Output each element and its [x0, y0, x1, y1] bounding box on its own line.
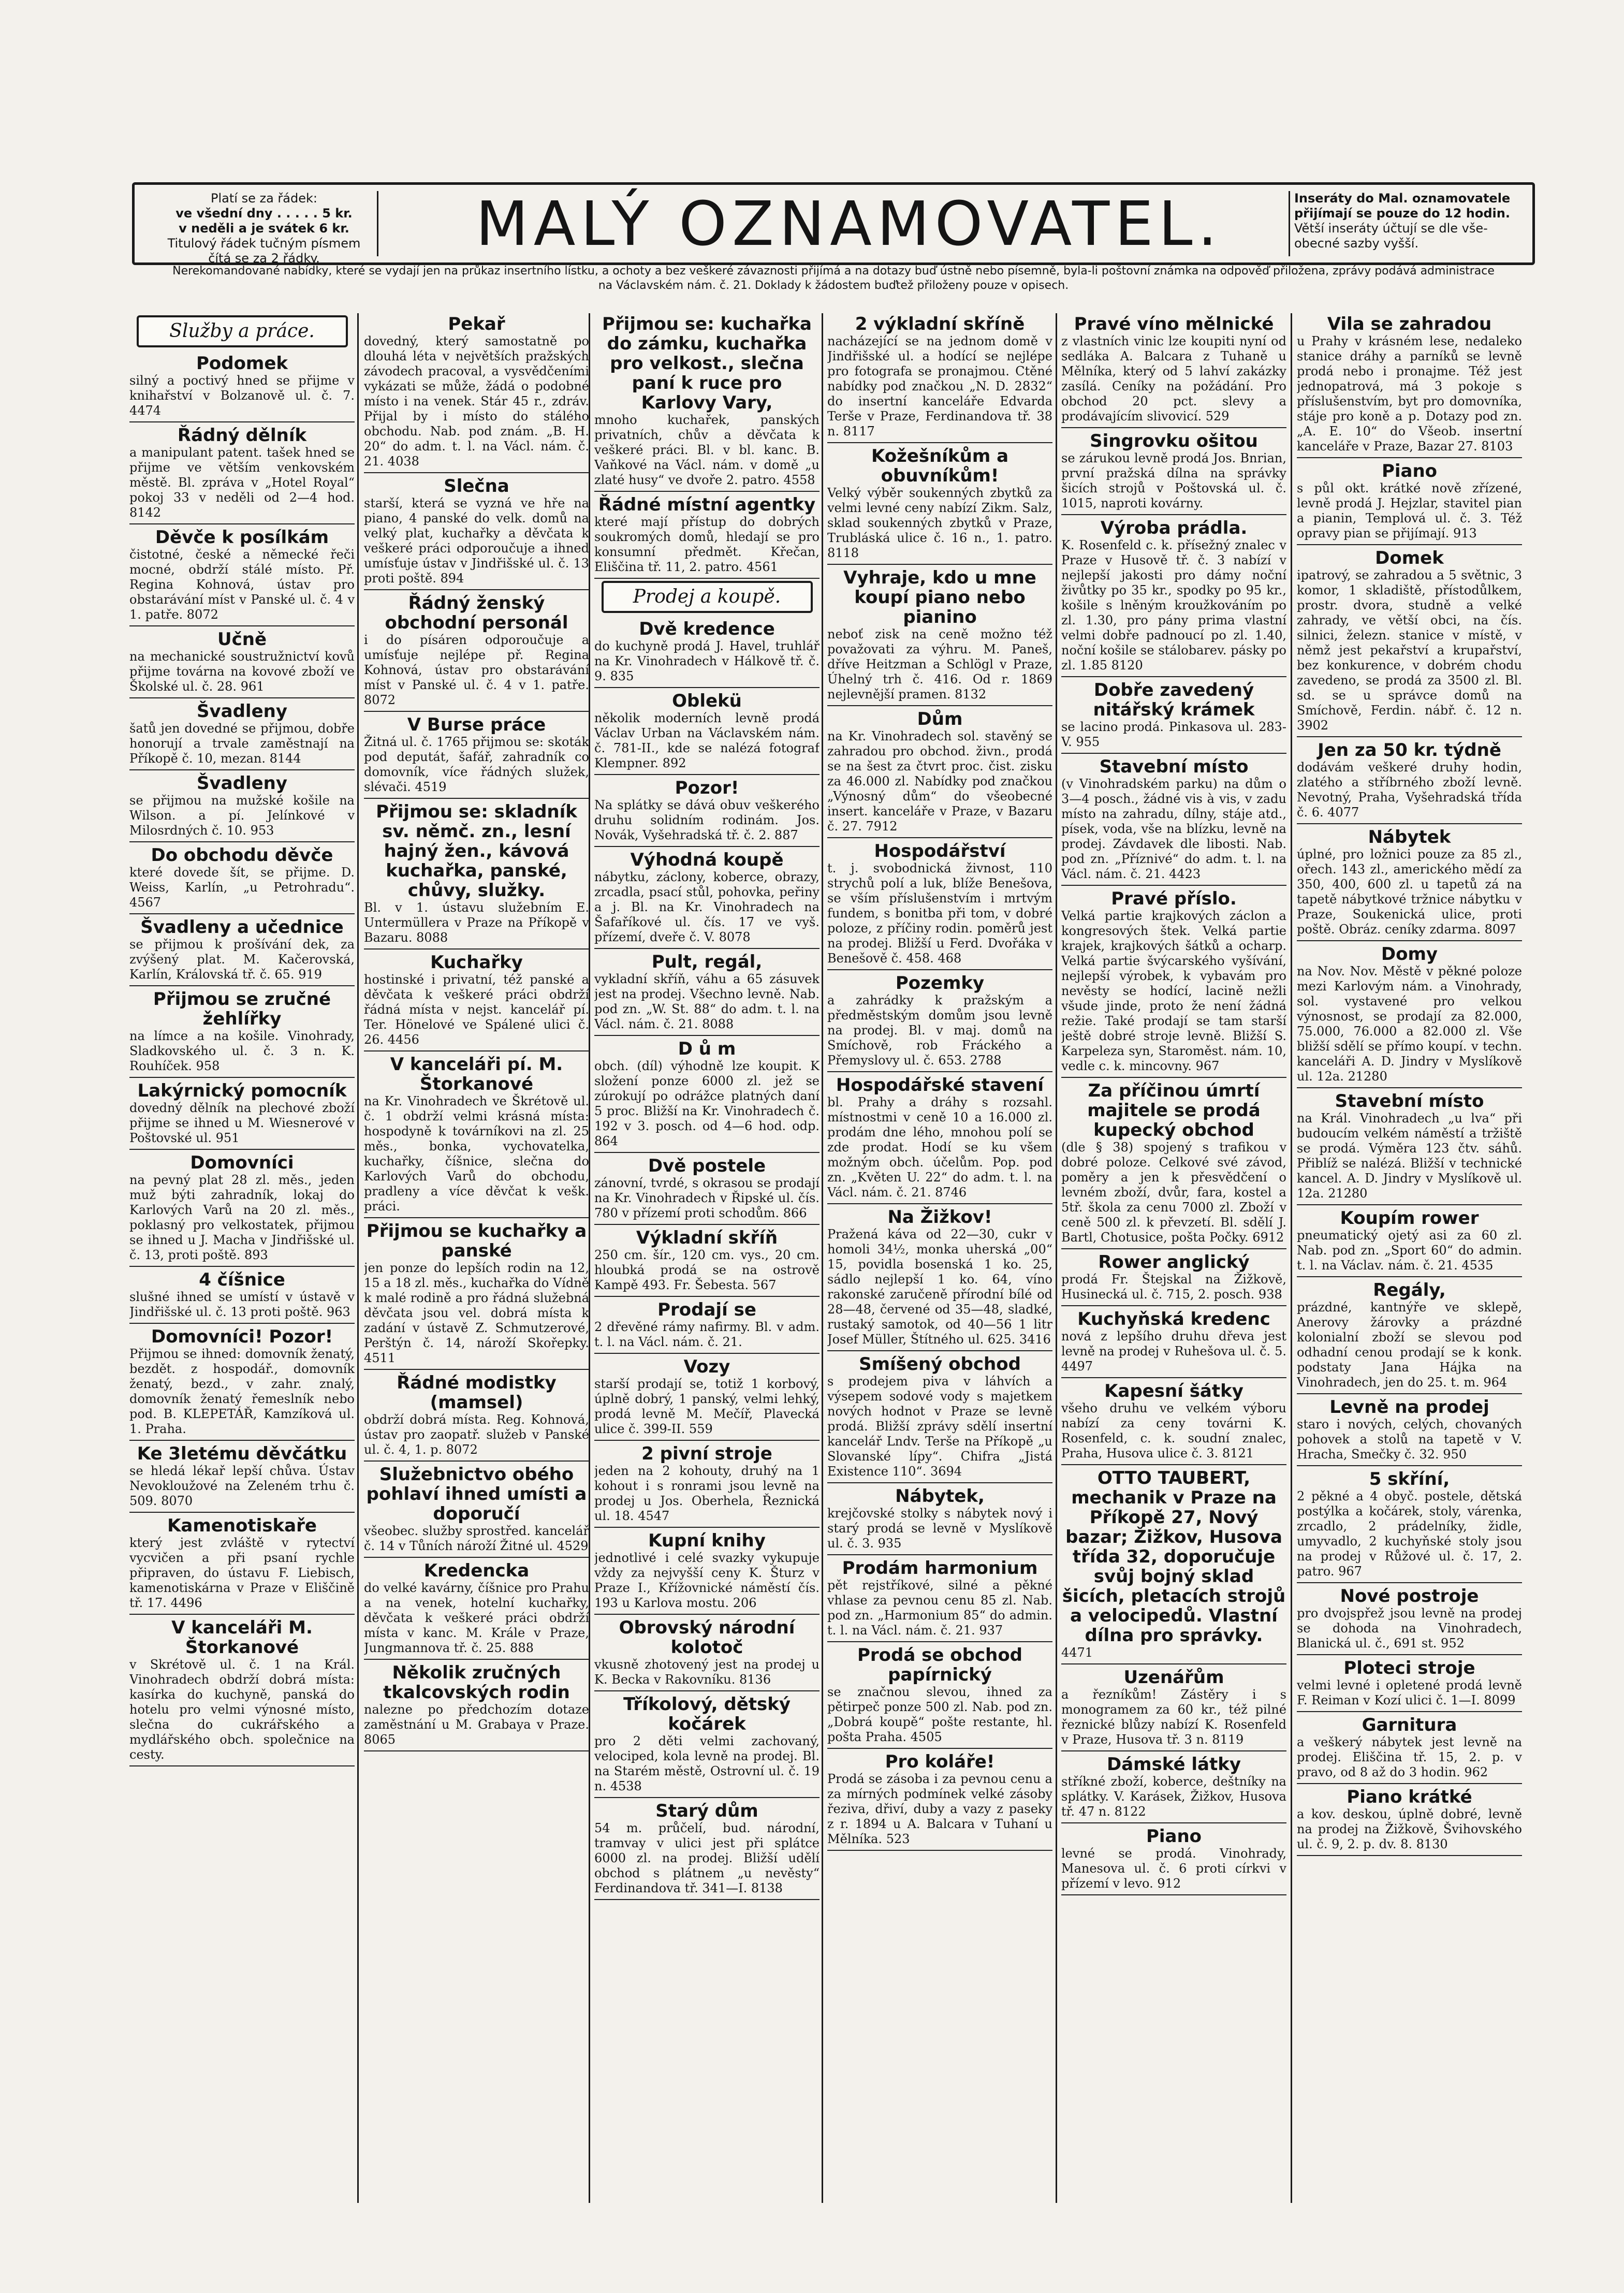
ad-heading: Kamenotiskaře [167, 1515, 317, 1536]
ad-body: prodá Fr. Štejskal na Žižkově, Husinecká ul. č. 715, 2. posch. 938 [1061, 1272, 1286, 1302]
classified-ad [129, 629, 355, 698]
classified-ad [827, 1206, 1052, 1351]
ad-column-4 [827, 313, 1052, 1853]
ad-heading: Domy [1381, 944, 1438, 965]
ad-heading: Starý dům [655, 1801, 758, 1821]
ad-heading: Kožešníkům a obuvníkům! [871, 446, 1009, 486]
classified-ad [129, 700, 355, 770]
ad-body: Přijmou se ihned: domovník ženatý, bezdět. z hospodář., domovník ženatý, bezd., v zahr. znalý, domovník ženatý řemeslník nebo pod. B. KLEPETÁŘ, Kamzíková ul. 1. Praha. [129, 1347, 355, 1436]
ad-body: a řezníkům! Zástěry i s monogramem za 60 kr., též pilné řeznické blůzy nabízí K. Rosenfeld v Praze, Husova tř. 3 n. 8119 [1061, 1687, 1286, 1747]
column-rule [1056, 313, 1057, 2203]
ad-body: na Král. Vinohradech „u lva“ při budoucím velkém náměstí a tržiště se prodá. Výměra 123 čtv. sáhů. Přiblíž se nalézá. Bližší v technické kancel. A. D. Jindry v Myslíkově ul. 12a. 21280 [1297, 1111, 1522, 1201]
ad-body: Prodá se zásoba i za pevnou cenu a za mírných podmínek velké zásoby řeziva, dřiví, duby a vazy z paseky z r. 1894 u A. Balcara v Tuhaní u Mělníka. 523 [827, 1772, 1052, 1846]
classified-ad [594, 849, 820, 949]
ad-body: 54 m. průčelí, bud. národní, tramvay v ulici jest při splátce 6000 zl. na prodej. Bližší udělí obchod s plátnem „u nevěsty“ Ferdinandova tř. 341—I. 8138 [594, 1821, 820, 1895]
classified-ad [364, 1054, 589, 1218]
ad-heading: Švadleny a učednice [140, 917, 344, 938]
ad-body: prázdné, kantnýře ve sklepě, Anerovy žárovky a prázdné kolonialní zboží se slevou pod odhadní cenou prodají se k konk. podstaty Jana Hájka na Vinohradech, jen do 25. t. m. 964 [1297, 1300, 1522, 1390]
classified-ad [129, 988, 355, 1078]
classified-ad [594, 1617, 820, 1691]
ad-heading: Tříkolový, dětský kočárek [623, 1694, 791, 1734]
ad-body: slušné ihned se umístí v ústavě v Jindřišské ul. č. 13 proti poště. 963 [129, 1290, 355, 1319]
ad-heading: Kredencka [423, 1560, 530, 1581]
rates-line: čítá se za 2 řádky. [208, 251, 320, 266]
ad-heading: Regály, [1373, 1280, 1446, 1301]
ad-body: šatů jen dovedné se přijmou, dobře honorují a trvale zaměstnají na Příkopě č. 10, mezan. 8144 [129, 721, 355, 766]
classified-ad [1297, 943, 1522, 1088]
ad-body: obdrží dobrá místa. Reg. Kohnová, ústav pro zaopatř. služeb v Panské ul. č. 4, 1. p. 8072 [364, 1412, 589, 1457]
rates-box [155, 191, 378, 266]
ad-body: 2 dřevěné rámy nafirmy. Bl. v adm. t. l. na Václ. nám. č. 21. [594, 1320, 820, 1349]
classified-ad [1297, 1207, 1522, 1277]
ad-body: a zahrádky k pražským a předměstským domům jsou levně na prodej. Bl. v maj. domů na Smíchově, rob Fráckého a Přemyslovy ul. č. 653. 2788 [827, 993, 1052, 1068]
ad-body: na Nov. Nov. Městě v pěkné poloze mezi Karlovým nám. a Vinohrady, sol. vystavené pro velkou výnosnost, se prodají za 82.000, 75.000, 76.000 a 82.000 zl. Vše bližší sdělí se přímo koupí. v techn. kanceláři A. D. Jindry v Myslíkově ul. 12a. 21280 [1297, 964, 1522, 1084]
classified-ad [594, 1693, 820, 1798]
ad-body: Bl. v 1. ústavu služebním E. Untermüllera v Praze na Příkopě v Bazaru. 8088 [364, 900, 589, 945]
ad-heading: Obrovský národní kolotoč [619, 1617, 795, 1658]
classified-ad [594, 1227, 820, 1297]
classified-ad [594, 690, 820, 775]
ad-body: staro i nových, celých, chovaných pohovek a stolů na tapetě v V. Hracha, Smečky č. 32. 950 [1297, 1417, 1522, 1462]
ad-body: obch. (díl) výhodně lze koupit. K složení ponze 6000 zl. jež se zúrokují po odrážce platných daní 5 proc. Bližší na Kr. Vinohradech č. 192 v 3. posch. od 4—6 hod. odp. 864 [594, 1059, 820, 1148]
classified-ad [827, 708, 1052, 838]
ad-heading: Stavební místo [1099, 756, 1249, 777]
ad-body: které mají přístup do dobrých soukromých domů, hledají se pro konsumní předmět. Křečan, Eliščina tř. 11, 2. patro. 4561 [594, 515, 820, 574]
classified-ad [1061, 1754, 1286, 1823]
ad-heading: D ů m [678, 1039, 736, 1059]
ad-heading: Prodá se obchod papírnický [857, 1645, 1023, 1685]
ad-heading: Piano krátké [1347, 1787, 1472, 1807]
ad-heading: Ke 3letému děvčátku [137, 1443, 347, 1464]
ad-body: (dle § 38) spojený s trafikou v dobré poloze. Celkové své závod, poměry a jen k přesvědčení o levném zboží, dvůr, fara, kostel a 5tř. škola za cenu 7000 zl. Zboží v ceně 500 zl. k převzetí. Bl. sdělí J. Bartl, Chotusice, pošta Počky. 6912 [1061, 1140, 1286, 1245]
ad-heading: Piano [1381, 461, 1438, 481]
classified-ad [594, 1356, 820, 1441]
ad-body: jeden na 2 kohouty, druhý na 1 kohout i s ronrami jsou levně na prodej u Jos. Oberhela, Řeznická ul. 18. 4547 [594, 1464, 820, 1523]
section-label-sale: Prodej a koupě. [602, 581, 813, 613]
ad-body: Velká partie krajkových záclon a kongresových štek. Velká partie krajek, krajkových šátků a ocharp. Velká partie švýcarského vyšívání, nejlepší výrobek, k vybavám pro nevěsty se hodící, lacině nežli všude jinde, proto že není žádná režie. Také prodají se tam starší ještě dobré stroje levně. Bližší S. Karpeleza syn, Staroměst. nám. 10, vedle c. k. mincovny. 967 [1061, 909, 1286, 1073]
ad-heading: Pult, regál, [651, 952, 763, 972]
ad-body: starší, která se vyzná ve hře na piano, 4 panské do velk. domů na velký plat, kuchařky a děvčata k veškeré práci odporoučuje a ihned umísťuje ústav v Jindřišské ul. č. 13 proti poště. 894 [364, 496, 589, 586]
ad-heading: Nové postroje [1340, 1586, 1479, 1606]
ad-heading: Piano [1146, 1826, 1202, 1847]
classified-ad [129, 1080, 355, 1150]
ad-heading: Na Žižkov! [887, 1207, 992, 1228]
ad-body: dovedný dělník na plechové zboží přijme se ihned u M. Wiesnerové v Poštovské ul. 951 [129, 1101, 355, 1145]
ad-body: z vlastních vinic lze koupiti nyní od sedláka A. Balcara z Tuhaně u Mělníka, který od 5 lahví zakázky zasílá. Ceníky na požádání. Pro obchod 20 pct. slevy a prodávajícím slivovicí. 529 [1061, 334, 1286, 423]
ad-body: všeobec. služby sprostřed. kancelář č. 14 v Tůních nároží Žitné ul. 4529 [364, 1524, 589, 1553]
ad-body: na Kr. Vinohradech ve Škrétově ul. č. 1 obdrží velmi krásná místa: hospodyně k továrníkovi na zl. 25 měs., bonka, vychovatelka, kuchařky, číšnice, slečna do Karlových Varů do obchodu, pradleny a více děvčat k vešk. práci. [364, 1094, 589, 1214]
ad-heading: Přijmou se: skladník sv. němč. zn., lesní hajný žen., kávová kuchařka, panské, chůvy, služky. [376, 801, 577, 901]
ad-body: se značnou slevou, ihned za pětirpeč ponze 500 zl. Nab. pod zn. „Dobrá koupě“ pošte restante, hl. pošta Praha. 4505 [827, 1685, 1052, 1744]
ad-body: Na splátky se dává obuv veškerého druhu solidním rodinám. Jos. Novák, Vyšehradská tř. č. 2. 887 [594, 798, 820, 842]
classified-ad [129, 1443, 355, 1513]
ad-heading: V kanceláři pí. M. Štorkanové [390, 1054, 563, 1094]
classified-ad [1297, 1786, 1522, 1856]
classified-ad [827, 1485, 1052, 1555]
ad-heading: Přijmou se: kuchařka do zámku, kuchařka pro velkost., slečna paní k ruce pro Karlovy Vary, [602, 314, 812, 413]
ad-heading: Přijmou se kuchařky a panské [366, 1221, 587, 1261]
ad-heading: Výroba prádla. [1100, 518, 1248, 538]
ad-heading: 2 pivní stroje [641, 1443, 772, 1464]
classified-ad [1061, 430, 1286, 515]
ad-heading: Smíšený obchod [859, 1354, 1021, 1375]
classified-ad [364, 313, 589, 473]
ad-heading: Prodají se [657, 1299, 756, 1320]
ad-body: dovedný, který samostatně po dlouhá léta v největších pražských závodech pracoval, a vysvědčeními vykázati se může, žádá o podobné místo i na venek. Stár 45 r., zdráv. Přijal by i místo do stálého obchodu. Nab. pod znám. „B. H. 20“ do adm. t. l. na Václ. nám. č. 21. 4038 [364, 334, 589, 469]
ad-body: levné se prodá. Vinohrady, Manesova ul. č. 6 proti církvi v přízemí v levo. 912 [1061, 1846, 1286, 1891]
ad-body: a veškerý nábytek jest levně na prodej. Eliščina tř. 15, 2. p. v pravo, od 8 až do 3 hodin. 962 [1297, 1735, 1522, 1779]
ad-body: Velký výběr soukenných zbytků za velmi levné ceny nabízí Zikm. Salz, sklad soukenných zbytků v Praze, Trubláská ulice č. 16 n., 1. patro. 8118 [827, 486, 1052, 560]
classified-ad [129, 1515, 355, 1615]
classified-ad [594, 951, 820, 1036]
ad-body: krejčovské stolky s nábytek nový i starý prodá se levně v Myslíkově ul. č. 3. 935 [827, 1506, 1052, 1551]
classified-ad [364, 592, 589, 712]
deadline-line: obecné sazby vyšší. [1294, 236, 1419, 251]
ad-heading: Vozy [683, 1356, 730, 1377]
ad-body: s prodejem piva v láhvích a výsepem sodové vody s majetkem nových hodnot v Praze se levně prodá. Bližší zprávy sdělí insertní kancelář Lndv. Terše na Příkopě „u Slovanské lípy“. Chifra „Jistá Existence 110“. 3694 [827, 1374, 1052, 1479]
ad-body: na mechanické soustružnictví kovů přijme továrna na kovové zboží ve Školské ul. č. 28. 961 [129, 649, 355, 694]
ad-body: vykladní skříň, váhu a 65 zásuvek jest na prodej. Všechno levně. Nab. pod zn. „W. St. 88“ do adm. t. l. na Václ. nám. č. 21. 8088 [594, 972, 820, 1031]
ad-body: a manipulant patent. tašek hned se přijme ve větším venkovském městě. Bl. zpráva v „Hotel Royal“ pokoj 33 v neděli od 2—4 hod. 8142 [129, 445, 355, 520]
classified-ad [1297, 1279, 1522, 1394]
classified-ad [827, 1353, 1052, 1483]
classified-ad [594, 777, 820, 847]
ad-body: nacházející se na jednom domě v Jindřišské ul. a hodící se nejlépe pro fotografa se pronajmou. Ctěné nabídky pod značkou „N. D. 2832“ do insertní kanceláře Edvarda Terše v Praze, Ferdinandova tř. 38 n. 8117 [827, 334, 1052, 439]
ad-heading: Domek [1375, 548, 1444, 568]
ad-heading: Slečna [444, 476, 509, 496]
ad-body: úplné, pro ložnici pouze za 85 zl., ořech. 143 zl., amerického mědí za 350, 400, 600 zl. u tapetů zá na tapetě nábytkové tržnice nábytku v Praze, Soukenická ulice, proti poště. Obráz. ceníky zdarma. 8097 [1297, 847, 1522, 937]
ad-body: bl. Prahy a dráhy s rozsahl. místnostmi v ceně 10 a 16.000 zl. prodám dne lého, mnohou polí se zde prodat. Hodí se ku všem možným obch. účelům. Pop. pod zn. „Květen U. 22“ do adm. t. l. na Václ. nám. č. 21. 8746 [827, 1095, 1052, 1200]
ad-body: neboť zisk na ceně možno též považovati za výhru. M. Paneš, dříve Heitzman a Schlögl v Praze, Úhelný trh č. 416. Od r. 1869 nejlevnější pramen. 8132 [827, 627, 1052, 702]
ad-body: ipatrový, se zahradou a 5 světnic, 3 komor, 1 skladiště, přístodůlkem, prostr. dvora, studně a velké zahrady, ve větší obci, na čís. silnici, železn. stanice v místě, v němž jest pekařství a krupařství, bez konkurence, v dobrém chodu zavedeno, se prodá za 3500 zl. Bl. sd. se u správce domů na Smíchově, Ferdin. nábř. č. 12 n. 3902 [1297, 568, 1522, 733]
ad-heading: 4 číšnice [199, 1269, 285, 1290]
ad-heading: Švadleny [196, 773, 287, 794]
classified-ad [364, 801, 589, 950]
classified-ad [364, 1464, 589, 1558]
classified-ad [129, 1326, 355, 1441]
ad-heading: Domovníci [190, 1152, 294, 1173]
ad-body: u Prahy v krásném lese, nedaleko stanice dráhy a parníků se levně prodá nebo i pronajme. Též jest jednopatrová, má 3 pokoje s příslušenstvím, byt pro domovníka, stáje pro koně a p. Dotazy pod zn. „A. E. 10“ do Všeob. insertní kanceláře v Praze, Bazar 27. 8103 [1297, 334, 1522, 454]
ad-heading: 2 výkladní skříně [855, 314, 1025, 334]
deadline-line: Větší inseráty účtují se dle vše- [1294, 221, 1488, 236]
classified-ad [594, 1038, 820, 1153]
classified-ad [827, 313, 1052, 443]
ad-body: nová z lepšího druhu dřeva jest levně na prodej v Ruhešova ul. č. 5. 4497 [1061, 1329, 1286, 1374]
ad-body: čistotné, české a německé řeči mocné, obdrží stálé místo. Př. Regina Kohnová, ústav pro obstarávání míst v Panské ul. č. 4 v 1. patře. 8072 [129, 547, 355, 622]
ad-heading: Učně [217, 629, 267, 650]
ad-heading: Vila se zahradou [1327, 314, 1492, 334]
ad-body: silný a poctivý hned se přijme v knihařství v Bolzanově ul. č. 7. 4474 [129, 373, 355, 418]
ad-body: pět rejstříkové, silné a pěkné vhlase za pevnou cenu 85 zl. Nab. pod zn. „Harmonium 85“ do admin. t. l. na Václ. nám. č. 21. 937 [827, 1578, 1052, 1638]
ad-heading: Nábytek, [895, 1486, 985, 1507]
ad-heading: Řádné modistky (mamsel) [397, 1372, 557, 1413]
classified-ad [594, 1800, 820, 1900]
ad-body: se hledá lékař lepší chůva. Ústav Nevokloužové na Zeleném trhu č. 509. 8070 [129, 1464, 355, 1508]
classified-ad [827, 1074, 1052, 1204]
ad-heading: Kuchyňská kredenc [1077, 1309, 1270, 1330]
classified-ad [1297, 547, 1522, 737]
classified-ad [364, 952, 589, 1051]
ad-body: 4471 [1061, 1645, 1093, 1660]
ad-heading: Výkladní skříň [636, 1228, 778, 1248]
ad-heading: Domovníci! Pozor! [151, 1326, 333, 1347]
ad-body: jednotlivé i celé svazky vykupuje vždy za nejvyšší ceny K. Šturz v Praze I., Křížovnické náměstí čís. 193 u Karlova mostu. 206 [594, 1551, 820, 1610]
ad-heading: Pozor! [675, 778, 739, 798]
ad-body: pro dvojspřež jsou levně na prodej se dohoda na Vinohradech, Blanická ul. č., 691 st. 952 [1297, 1606, 1522, 1651]
ad-heading: Lakýrnický pomocník [137, 1080, 347, 1101]
classified-ad [1061, 1667, 1286, 1751]
classified-ad [827, 1557, 1052, 1642]
ad-body: do velké kavárny, číšnice pro Prahu a na venek, hotelní kuchařky, děvčata k veškeré práci obdrží místa v kanc. M. Krále v Praze, Jungmannova tř. č. 25. 888 [364, 1581, 589, 1655]
ad-body: i do písáren odporoučuje a umísťuje nejlépe př. Regina Kohnová, ústav pro obstarávání míst v Panské ul. č. 4 v 1. patře. 8072 [364, 633, 589, 707]
ad-heading: OTTO TAUBERT, mechanik v Praze na Příkopě 27, Nový bazar; Žižkov, Husova třída 32, doporučuje svůj bojný sklad šicích, pletacích strojů a velocipedů. Vlastní dílna pro správky. [1062, 1468, 1286, 1646]
ad-heading: Do obchodu děvče [151, 845, 333, 866]
classified-ad [129, 425, 355, 524]
classified-ad [129, 1152, 355, 1267]
ad-heading: Nábytek [1368, 827, 1451, 848]
ad-body: K. Rosenfeld c. k. přísežný znalec v Praze v Husově tř. č. 3 nabízí v nejlepší jakosti pro dámy noční živůtky po 35 kr., spodky po 95 kr., košile s lněným kroužkováním po zl. 1.30, pro pány prima vlastní velmi dobře padnoucí po zl. 1.40, noční košile se stálobarev. pásky po zl. 1.85 8120 [1061, 538, 1286, 673]
column-rule [822, 313, 823, 2203]
ad-heading: Podomek [196, 353, 288, 374]
ad-body: zánovní, tvrdé, s okrasou se prodají na Kr. Vinohradech v Řipské ul. čís. 780 v přízemí proti schodům. 866 [594, 1176, 820, 1220]
header-banner [132, 182, 1535, 265]
ad-heading: Garnitura [1362, 1715, 1457, 1735]
ad-heading: Dům [917, 709, 963, 729]
header-notice: Nerekomandované nabídky, které se vydají jen na průkaz insertního lístku, a ochoty a bez veškeré závaznosti přijímá a na dotazy buď ústně nebo písemně, byla-li poštovní známka na odpověď přiložena, zprávy podává administrace na Václavském nám. č. 21. Doklady k žádostem buďtež přiloženy pouze v opisech. [172, 265, 1495, 292]
ad-body: a kov. deskou, úplně dobré, levně na prodej na Žižkově, Švihovského ul. č. 9, 2. p. dv. 8. 8130 [1297, 1807, 1522, 1851]
ad-body: několik moderních levně prodá Václav Urban na Václavském nám. č. 781-II., kde se nalézá fotograf Klempner. 892 [594, 711, 820, 770]
ad-column-5 [1061, 313, 1286, 1897]
ad-heading: Dámské látky [1106, 1754, 1241, 1775]
ad-body: se přijmou k prošívání dek, za zvýšený plat. M. Kačerovská, Karlín, Královská tř. č. 65. 919 [129, 937, 355, 982]
classified-ad [129, 353, 355, 422]
classified-ad [594, 1443, 820, 1528]
ad-heading: Koupím rower [1340, 1208, 1479, 1229]
classified-ad [364, 1220, 589, 1370]
classified-ad [1297, 1657, 1522, 1712]
classified-ad [1061, 1308, 1286, 1378]
ad-body: na Kr. Vinohradech sol. stavěný se zahradou pro obchod. živn., prodá se na šest za čtvrt proc. čist. zisku za 46.000 zl. Nabídky pod značkou „Výnosný dům“ do všeobecné insert. kanceláře v Praze, v Bazaru č. 27. 7912 [827, 729, 1052, 834]
classified-ad [364, 1372, 589, 1462]
section-label-services: Služby a práce. [137, 315, 348, 347]
ad-heading: Děvče k posílkám [155, 527, 329, 548]
classified-ad [129, 916, 355, 986]
ad-body: se lacino prodá. Pinkasova ul. 283-V. 955 [1061, 720, 1286, 749]
ad-heading: Několik zručných tkalcovských rodin [383, 1662, 570, 1703]
ad-heading: Dobře zavedený nitářský krámek [1093, 680, 1255, 720]
ad-body: pro 2 děti velmi zachovaný, velociped, kola levně na prodej. Bl. na Starém městě, Ostrovní ul. č. 19 n. 4538 [594, 1734, 820, 1793]
ad-heading: Uzenářům [1123, 1667, 1224, 1688]
ad-heading: Ploteci stroje [1343, 1658, 1475, 1678]
classified-ad [1297, 1468, 1522, 1583]
ad-heading: Dvě postele [648, 1156, 766, 1176]
page-title: MALÝ OZNAMOVATEL. [475, 188, 1223, 259]
ad-body: nábytku, záclony, koberce, obrazy, zrcadla, psací stůl, pohovka, peřiny a j. Bl. na Kr. Vinohradech na Šafaříkové ul. čís. 17 ve vyš. přízemí, dveře č. V. 8078 [594, 870, 820, 944]
ad-body: se přijmou na mužské košile na Wilson. a pí. Jelínkové v Milosrdných č. 10. 953 [129, 793, 355, 838]
ad-heading: Pro koláře! [885, 1751, 995, 1772]
ad-heading: 5 skříní, [1369, 1469, 1450, 1489]
ad-heading: Prodám harmonium [842, 1558, 1038, 1579]
ad-body: všeho druhu ve velkém výboru nabízí za ceny továrni K. Rosenfeld, c. k. soudní znalec, Praha, Husova ulice č. 3. 8121 [1061, 1401, 1286, 1460]
deadline-line: Inseráty do Mal. oznamovatele [1294, 191, 1511, 206]
classified-ad [364, 714, 589, 799]
ad-body: dodávám veškeré druhy hodin, zlatého a stříbrného zboží levně. Nevotný, Praha, Vyšehradská třída č. 6. 4077 [1297, 760, 1522, 820]
ad-body: s půl okt. krátké nově zřízené, levně prodá J. Hejzlar, stavitel pian a pianin, Templová ul. č. 3. Též opravy pian se přijímají. 913 [1297, 481, 1522, 541]
ad-body: Pražená káva od 22—30, cukr v homoli 34½, monka uherská „00“ 15, povidla bosenská 1 ko. 25, sádlo nejlepší 1 ko. 64, víno rakonské zaručeně přírodní bílé od 28—48, červené od 35—48, sladké, rustaký samotok, od 40—56 1 litr Josef Müller, Štítného ul. 625. 3416 [827, 1227, 1052, 1347]
ad-heading: Vyhraje, kdo u mne koupí piano nebo pianino [843, 567, 1036, 627]
ad-heading: Pozemky [895, 973, 985, 994]
ad-column-3 [594, 313, 820, 1902]
ad-column-2 [364, 313, 589, 1754]
classified-ad [594, 1299, 820, 1354]
classified-ad [594, 1155, 820, 1225]
classified-ad [1297, 1585, 1522, 1655]
classified-ad [129, 1617, 355, 1766]
rates-line: v neděli a je svátek 6 kr. [179, 221, 349, 236]
ad-heading: V kanceláři M. Štorkanové [171, 1617, 313, 1658]
classified-ad [827, 972, 1052, 1072]
column-rule [357, 313, 359, 2203]
ad-body: do kuchyně prodá J. Havel, truhlář na Kr. Vinohradech v Hálkově tř. č. 9. 835 [594, 639, 820, 683]
ad-heading: Řádný ženský obchodní personál [385, 593, 568, 633]
ad-body: starší prodají se, totiž 1 korbový, úplně dobrý, 1 panský, velmi lehký, prodá levně M. Mečíř, Plavecká ulice č. 399-II. 559 [594, 1377, 820, 1436]
classified-ad [364, 1560, 589, 1660]
ad-body: jen ponze do lepších rodin na 12, 15 a 18 zl. měs., kuchařka do Vídně k malé rodině a pro řádná služebná děvčata jsou vel. dobrá místa k zadání v ústavě Z. Schmutzerové, Perštýn č. 14, nároží Skořepky. 4511 [364, 1261, 589, 1365]
classified-ad [129, 527, 355, 626]
ad-heading: Levně na prodej [1329, 1397, 1489, 1418]
classified-ad [594, 313, 820, 492]
ad-heading: Přijmou se zručné žehlířky [153, 989, 331, 1029]
classified-ad [1297, 826, 1522, 941]
ad-heading: Za příčinou úmrtí majitele se prodá kupecký obchod [1087, 1080, 1261, 1141]
ad-body: v Skrétově ul. č. 1 na Král. Vinohradech obdrží dobrá místa: kasírka do kuchyně, panská do hotelu pro velmi výnosné místo, slečna do cukrářského a mydlářského obch. společnice na cesty. [129, 1657, 355, 1762]
ad-body: Žitná ul. č. 1765 přijmou se: skoták pod deputát, šafář, zahradník co domovník, více řádných služek, slévači. 4519 [364, 735, 589, 794]
ad-heading: Kuchařky [430, 952, 523, 973]
ad-body: 250 cm. šír., 120 cm. vys., 20 cm. hloubká prodá se na ostrově Kampě 493. Fr. Šebesta. 567 [594, 1248, 820, 1292]
ad-heading: V Burse práce [407, 714, 546, 735]
ad-column-6 [1297, 313, 1522, 1858]
classified-ad [129, 772, 355, 842]
classified-ad [1297, 460, 1522, 545]
ad-heading: Kapesní šátky [1104, 1381, 1243, 1401]
ad-body: hostinské i privatní, též panské a děvčata k veškeré práci obdrží řádná místa v nejst. kancelář pí. Ter. Hönelové ve Spálené ulici č. 26. 4456 [364, 972, 589, 1047]
classified-ad [1061, 1080, 1286, 1249]
classified-ad [1061, 888, 1286, 1078]
ad-body: stříkné zboží, koberce, deštníky na splátky. V. Karásek, Žižkov, Husova tř. 47 n. 8122 [1061, 1774, 1286, 1819]
classified-ad [1061, 1825, 1286, 1895]
classified-ad [1061, 313, 1286, 428]
classified-ad [1061, 1251, 1286, 1306]
ad-heading: Kupní knihy [648, 1530, 766, 1551]
ad-body: nalezne po předchozím dotaze zaměstnání u M. Grabaya v Praze. 8065 [364, 1702, 589, 1747]
ad-column-1 [129, 313, 355, 1769]
ad-heading: Stavební místo [1335, 1091, 1484, 1112]
classified-ad [827, 1644, 1052, 1749]
classified-ad [827, 840, 1052, 970]
classified-ad [594, 1530, 820, 1615]
ad-heading: Švadleny [196, 701, 287, 722]
deadline-box [1289, 191, 1517, 256]
ad-body: které dovede šít, se přijme. D. Weiss, Karlín, „u Petrohradu“. 4567 [129, 865, 355, 910]
ad-body: pneumatický ojetý asi za 60 zl. Nab. pod zn. „Sport 60“ do admin. t. l. na Václav. nám. č. 21. 4535 [1297, 1228, 1522, 1273]
classified-ad [1061, 517, 1286, 677]
classified-ad [1297, 1090, 1522, 1205]
column-rule [1291, 313, 1292, 2203]
ad-heading: Hospodářství [874, 841, 1006, 861]
ad-heading: Dvě kredence [639, 619, 775, 639]
ad-body: na límce a na košile. Vinohrady, Sladkovského ul. č. 3 n. K. Rouhíček. 958 [129, 1029, 355, 1073]
classified-ad [1297, 1714, 1522, 1784]
ad-body: který jest zvláště v rytectví vycvičen a při psaní rychle připraven, do ústavu F. Liebisch, kamenotiskárna v Praze v Eliščině tř. 17. 4496 [129, 1536, 355, 1610]
ad-heading: Výhodná koupě [630, 850, 784, 870]
ad-body: (v Vinohradském parku) na dům o 3—4 posch., žádné vis à vis, v zadu místo na zahradu, dílny, stáje atd., písek, voda, vše na blízku, levně na prodej. Závdavek dle libosti. Nab. pod zn. „Příznivé“ do adm. t. l. na Václ. nám. č. 21. 4423 [1061, 777, 1286, 881]
ad-body: t. j. svobodnická živnost, 110 strychů polí a luk, blíže Benešova, se vším příslušenstvím i mrtvým fundem, s bonitba při tom, v dobré poloze, z příčiny rodin. poměrů jest na prodej. Bližší u Ferd. Dvořáka v Benešově č. 458. 468 [827, 861, 1052, 966]
ad-heading: Pekař [448, 314, 505, 334]
classified-ad [129, 1269, 355, 1324]
ad-body: na pevný plat 28 zl. měs., jeden muž býti zahradník, lokaj do Karlových Varů na 20 zl. měs., poklasný pro velkostatek, přijmou se ihned u J. Macha v Jindřišské ul. č. 13, proti poště. 893 [129, 1173, 355, 1262]
classified-ad [827, 567, 1052, 706]
classified-ad [594, 618, 820, 688]
ad-heading: Pravé příslo. [1111, 888, 1237, 909]
ad-body: mnoho kuchařek, panských privatních, chův a děvčata k veškeré práci. Bl. v bl. kanc. B. Vaňkové na Václ. nám. v domě „u zlaté husy“ ve dvoře 2. patro. 4558 [594, 413, 820, 487]
ad-heading: Hospodářské stavení [836, 1075, 1044, 1096]
classified-ad [1297, 313, 1522, 458]
classified-ad [364, 1662, 589, 1751]
ad-heading: Pravé víno mělnické [1074, 314, 1274, 334]
classified-ad [827, 1751, 1052, 1851]
classified-ad [1297, 739, 1522, 824]
classified-ad [1061, 1380, 1286, 1465]
rates-line: Platí se za řádek: [211, 191, 317, 206]
ad-heading: Oblekü [672, 691, 742, 711]
classified-ad [129, 844, 355, 914]
classified-ad [594, 494, 820, 579]
classified-ad [827, 445, 1052, 565]
ad-body: se zárukou levně prodá Jos. Bnrian, první pražská dílna na správky šicích strojů v Poštovská ul. č. 1015, naproti kovárny. [1061, 451, 1286, 510]
ad-heading: Rower anglický [1098, 1252, 1250, 1273]
classified-ad [1297, 1396, 1522, 1466]
classified-ad [1061, 1467, 1286, 1664]
ad-heading: Řádný dělník [177, 425, 307, 446]
classified-ad [364, 475, 589, 590]
rates-line: ve všední dny . . . . . 5 kr. [175, 206, 353, 221]
ad-heading: Singrovku ošitou [1090, 431, 1258, 451]
ad-body: vkusně zhotovený jest na prodej u K. Becka v Rakovníku. 8136 [594, 1657, 820, 1687]
rates-line: Titulový řádek tučným písmem [167, 236, 361, 251]
ad-body: velmi levné i opletené prodá levně F. Reiman v Kozí ulici č. 1—I. 8099 [1297, 1678, 1522, 1707]
ad-heading: Jen za 50 kr. týdně [1318, 740, 1501, 761]
ad-heading: Služebnictvo obého pohlaví ihned umísti a doporučí [366, 1464, 587, 1524]
ad-body: 2 pěkné a 4 obyč. postele, dětská postýlka a kočárek, stoly, várenka, zrcadlo, 2 prádelníky, židle, umyvadlo, 2 kuchyňské stoly jsou na prodej v Růžové ul. č. 17, 2. patro. 967 [1297, 1489, 1522, 1579]
deadline-line: přijímají se pouze do 12 hodin. [1294, 206, 1510, 221]
classified-ad [1061, 756, 1286, 886]
ad-heading: Řádné místní agentky [598, 494, 816, 515]
classified-ad [1061, 679, 1286, 754]
